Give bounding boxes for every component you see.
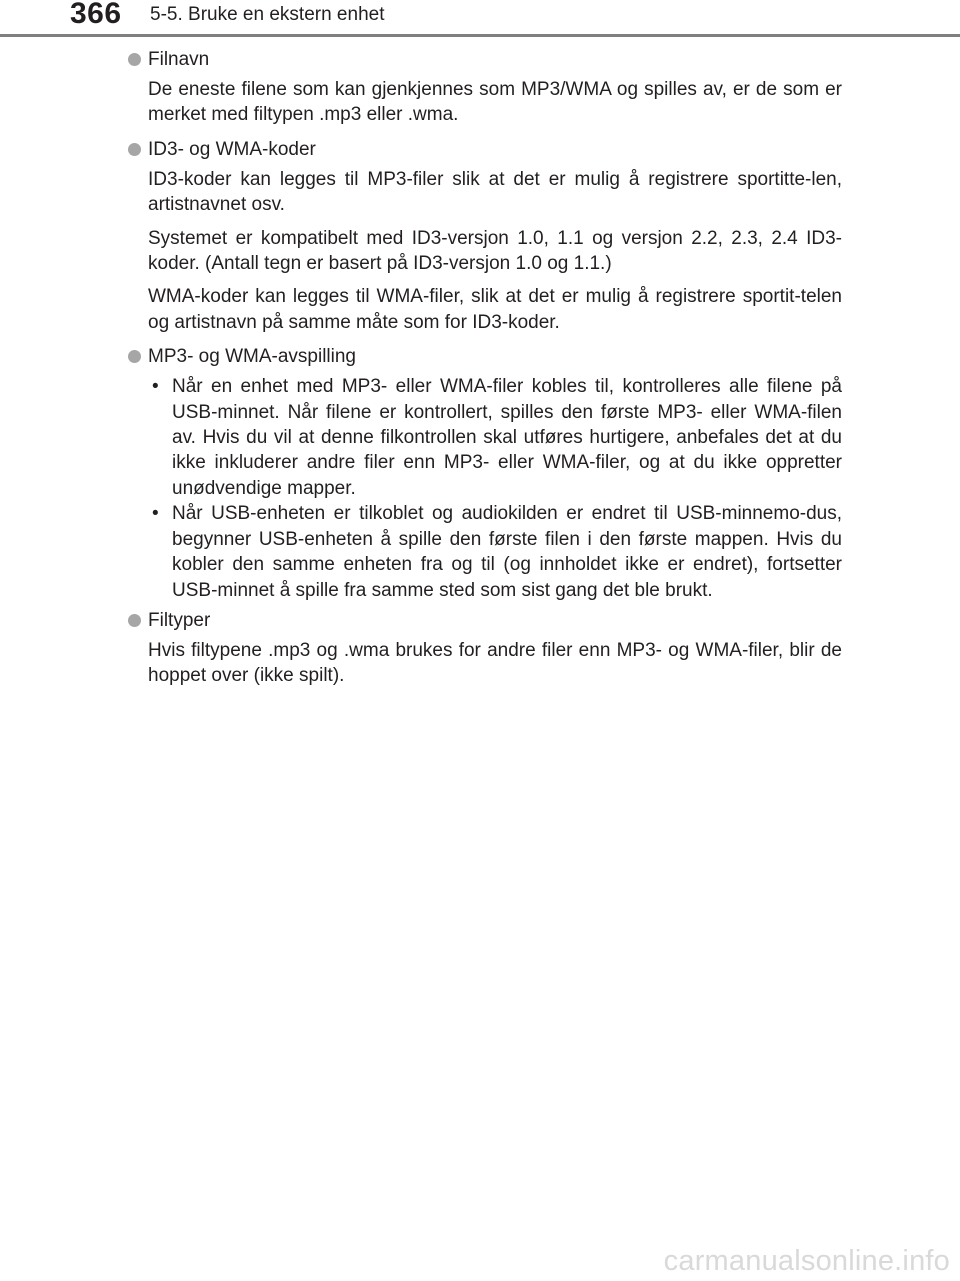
page-header (0, 0, 960, 40)
section-filnavn (128, 46, 842, 128)
bullet-dot-icon (128, 350, 141, 363)
bullet-list (148, 374, 842, 603)
section-heading-text: Filnavn (148, 49, 210, 70)
list-item (148, 501, 842, 603)
page-content (128, 46, 842, 697)
section-filtyper (128, 607, 842, 689)
page-number: 366 (70, 0, 122, 30)
bullet-dot-icon (128, 53, 141, 66)
paragraph: De eneste filene som kan gjenkjennes som MP3/WMA og spilles av, er de som er merket med filtypen .mp3 eller .wma. (148, 79, 842, 126)
list-item-text: Når USB-enheten er tilkoblet og audiokilden er endret til USB-minnemo-dus, begynner USB-enheten å spille den første filen i den første mappen. Hvis du kobler den samme enheten fra og til (og innholdet ikke er endret), fortsetter USB-minnet å spille fra samme sted som sist gang det ble brukt. (172, 503, 842, 601)
paragraph: Systemet er kompatibelt med ID3-versjon 1.0, 1.1 og versjon 2.2, 2.3, 2.4 ID3-koder. (Antall tegn er basert på ID3-versjon 1.0 og 1.1.) (148, 227, 842, 275)
watermark: carmanualsonline.info (663, 1245, 950, 1277)
header-rule (0, 34, 960, 37)
section-title: 5-5. Bruke en ekstern enhet (150, 4, 385, 25)
section-heading (128, 136, 842, 163)
section-id3-wma-koder (128, 136, 842, 335)
section-heading-text: ID3- og WMA-koder (148, 138, 316, 160)
list-bullet-icon: • (152, 376, 159, 398)
paragraph: Hvis filtypene .mp3 og .wma brukes for andre filer enn MP3- og WMA-filer, blir de hoppet over (ikke spilt). (148, 639, 842, 687)
section-heading (128, 46, 842, 73)
bullet-dot-icon (128, 614, 141, 627)
list-bullet-icon: • (152, 503, 159, 525)
paragraph: ID3-koder kan legges til MP3-filer slik at det er mulig å registrere sportitte-len, artistnavnet osv. (148, 168, 842, 216)
list-item (148, 374, 842, 501)
section-heading-text: MP3- og WMA-avspilling (148, 346, 356, 368)
section-mp3-wma-avspilling (128, 343, 842, 603)
bullet-dot-icon (128, 143, 141, 156)
section-heading-text: Filtyper (148, 609, 211, 631)
list-item-text: Når en enhet med MP3- eller WMA-filer kobles til, kontrolleres alle filene på USB-minnet. Når filene er kontrollert, spilles den første MP3- eller WMA-filen av. Hvis du vil at denne filkontrollen skal utføres hurtigere, anbefales det at du ikke inkluderer andre filer enn MP3- eller WMA-filer, og at du ikke oppretter unødvendige mapper. (172, 376, 842, 499)
section-heading (128, 343, 842, 370)
paragraph: WMA-koder kan legges til WMA-filer, slik at det er mulig å registrere sportit-telen og artistnavn på samme måte som for ID3-koder. (148, 286, 842, 333)
section-heading (128, 607, 842, 634)
